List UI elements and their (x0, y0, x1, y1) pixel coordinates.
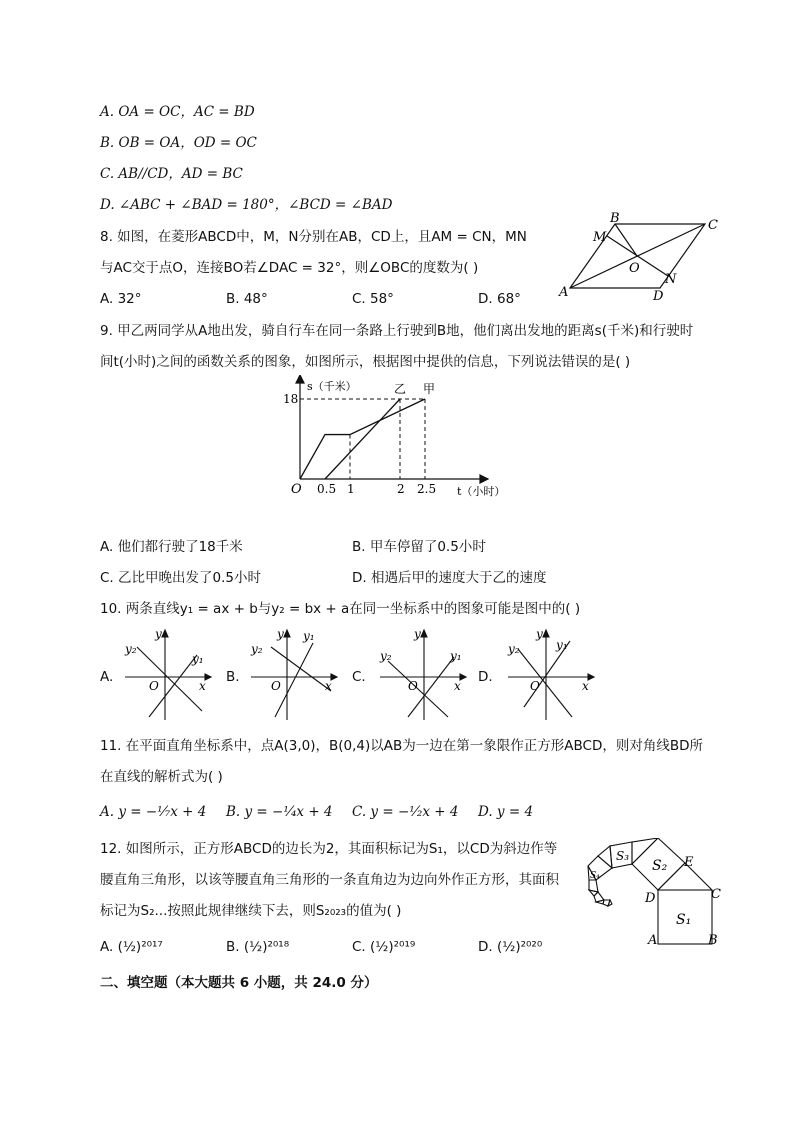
axis-y-label: y (155, 627, 162, 641)
line-y1-label: y₁ (450, 649, 462, 663)
q8-option-c: C. 58° (352, 291, 394, 307)
q8-option-b: B. 48° (226, 291, 268, 307)
series-label: 乙 (394, 382, 407, 396)
origin-label: O (271, 679, 281, 693)
rhombus-label-c: C (708, 218, 718, 233)
q12-stem-line2: 腰直角三角形，以该等腰直角三角形的一条直角边为边向外作正方形，其面积 (100, 872, 559, 888)
line-y1-label: y₁ (303, 629, 315, 643)
q11-stem-line2: 在直线的解析式为( ) (100, 769, 223, 785)
q9-stem-line2: 间t(小时)之间的函数关系的图象，如图所示，根据图中提供的信息，下列说法错误的是( ) (100, 354, 631, 370)
x-tick-label: 2.5 (417, 482, 437, 496)
q8-stem-line1: 8. 如图，在菱形ABCD中，M，N分别在AB，CD上，且AM = CN，MN (100, 229, 527, 245)
distance-time-chart (275, 375, 525, 500)
axis-x-label: x (325, 679, 332, 693)
spiral-label-c: C (711, 887, 721, 902)
rhombus-label-b: B (610, 211, 620, 226)
q9-option-c: C. 乙比甲晚出发了0.5小时 (100, 570, 261, 586)
y-axis-label: s（千米） (307, 380, 357, 393)
q9-option-d: D. 相遇后甲的速度大于乙的速度 (352, 570, 547, 586)
y-tick-label: 18 (283, 392, 299, 406)
q7-option-b: B. OB = OA，OD = OC (100, 135, 257, 151)
square-spiral-figure (580, 838, 730, 953)
x-tick-label: 1 (347, 482, 355, 496)
q10-option-a: A. (100, 669, 114, 685)
section-two-heading: 二、填空题（本大题共 6 小题，共 24.0 分） (100, 975, 378, 991)
q7-option-c: C. AB//CD，AD = BC (100, 166, 243, 182)
axis-x-label: x (582, 679, 589, 693)
q12-stem-line1: 12. 如图所示，正方形ABCD的边长为2，其面积标记为S₁，以CD为斜边作等 (100, 841, 558, 857)
line-y1-label: y₁ (192, 652, 204, 666)
spiral-label-a: A (648, 933, 658, 948)
q8-option-d: D. 68° (478, 291, 521, 307)
line-y2-label: y₂ (125, 642, 137, 656)
spiral-label-s4: S₄ (590, 871, 600, 881)
line-y2-label: y₂ (380, 649, 392, 663)
q12-option-b: B. (½)²⁰¹⁸ (226, 939, 290, 955)
q12-stem-line3: 标记为S₂...按照此规律继续下去，则S₂₀₂₃的值为( ) (100, 903, 402, 919)
line-y2-label: y₂ (508, 642, 520, 656)
origin-label: O (408, 679, 418, 693)
spiral-label-s1: S₁ (676, 912, 692, 928)
q9-stem-line1: 9. 甲乙两同学从A地出发，骑自行车在同一条路上行驶到B地，他们离出发地的距离s(千米)和行驶时 (100, 323, 694, 339)
q10-option-b: B. (226, 669, 240, 685)
axis-y-label: y (277, 627, 284, 641)
line-y2-label: y₂ (251, 642, 263, 656)
axis-x-label: x (454, 679, 461, 693)
y-axis-arrow (296, 375, 304, 383)
spiral-label-b: B (708, 933, 718, 948)
q12-option-c: C. (½)²⁰¹⁹ (352, 939, 416, 955)
q7-option-a: A. OA = OC，AC = BD (100, 104, 255, 120)
q10-option-c: C. (352, 669, 366, 685)
x-axis-label: t（小时） (457, 485, 506, 498)
q11-stem-line1: 11. 在平面直角坐标系中，点A(3,0)，B(0,4)以AB为一边在第一象限作正方形ABCD，则对角线BD所 (100, 738, 703, 754)
spiral-label-s2: S₂ (652, 858, 668, 874)
q9-option-b: B. 甲车停留了0.5小时 (352, 539, 486, 555)
origin-label: O (530, 679, 540, 693)
x-tick-label: 2 (397, 482, 405, 496)
axis-x-label: x (199, 679, 206, 693)
rhombus-label-d: D (653, 289, 664, 303)
rhombus-label-a: A (559, 285, 569, 300)
q7-option-d: D. ∠ABC + ∠BAD = 180°，∠BCD = ∠BAD (100, 197, 393, 213)
rhombus-label-n: N (665, 272, 677, 287)
q11-option-b: B. y = −¹⁄₄x + 4 (226, 804, 333, 820)
chart-origin-label: O (291, 482, 302, 497)
q10-graph-d (500, 625, 600, 723)
q12-option-a: A. (½)²⁰¹⁷ (100, 939, 163, 955)
q11-option-d: D. y = 4 (478, 804, 534, 820)
q10-graph-b (243, 625, 343, 723)
q11-option-a: A. y = −¹⁄₇x + 4 (100, 804, 207, 820)
q10-graph-a (117, 625, 217, 723)
q11-option-c: C. y = −¹⁄₂x + 4 (352, 804, 459, 820)
spiral-label-s3: S₃ (616, 849, 630, 863)
spiral-label-d: D (645, 891, 656, 906)
x-axis-arrow (480, 475, 488, 483)
rhombus-figure (555, 208, 725, 303)
q10-option-d: D. (478, 669, 493, 685)
x-tick-label: 0.5 (317, 482, 337, 496)
q10-graph-c (372, 625, 472, 723)
q8-option-a: A. 32° (100, 291, 142, 307)
rhombus-label-m: M (593, 230, 607, 245)
origin-label: O (149, 679, 159, 693)
q12-option-d: D. (½)²⁰²⁰ (478, 939, 543, 955)
spiral-label-e: E (684, 855, 694, 870)
line-y1-label: y₁ (556, 638, 568, 652)
q8-stem-line2: 与AC交于点O，连接BO若∠DAC = 32°，则∠OBC的度数为( ) (100, 260, 479, 276)
series-line-yi (325, 399, 400, 479)
axis-y-label: y (414, 627, 421, 641)
axis-y-label: y (536, 627, 543, 641)
q10-stem: 10. 两条直线y₁ = ax + b与y₂ = bx + a在同一坐标系中的图象可能是图中的( ) (100, 601, 581, 617)
series-label: 甲 (423, 382, 436, 396)
q9-option-a: A. 他们都行驶了18千米 (100, 539, 243, 555)
rhombus-label-o: O (629, 261, 640, 276)
